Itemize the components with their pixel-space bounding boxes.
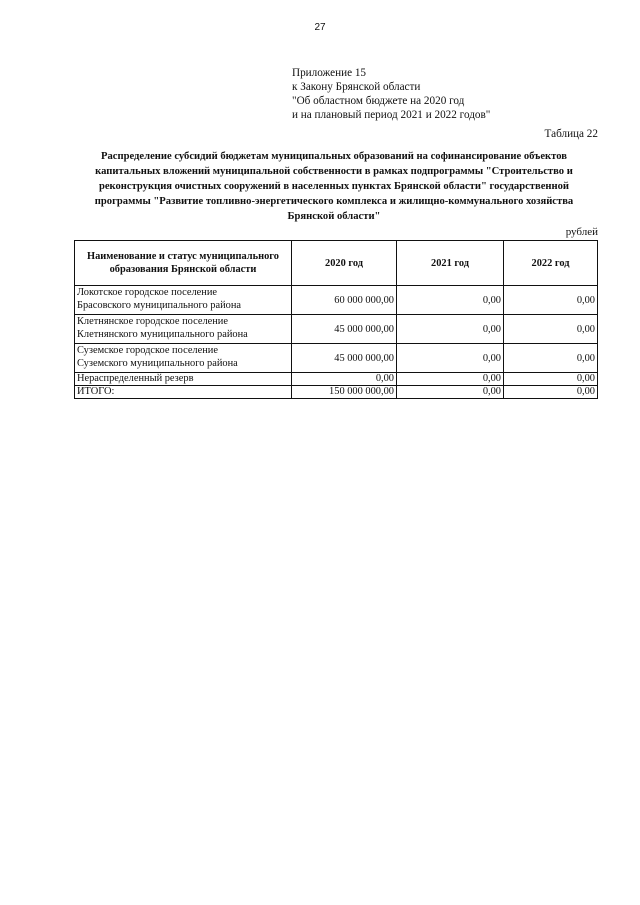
cell-2021: 0,00 xyxy=(397,344,504,373)
cell-name-line: Суземского муниципального района xyxy=(77,358,238,369)
table-header-row xyxy=(75,241,598,286)
cell-name xyxy=(75,315,292,344)
title-line: программы "Развитие топливно-энергетического комплекса и жилищно-коммунального хозяйства xyxy=(94,196,574,207)
table-number: Таблица 22 xyxy=(544,128,598,140)
subsidies-table xyxy=(74,240,598,399)
cell-2022: 0,00 xyxy=(504,315,598,344)
header-2022: 2022 год xyxy=(504,241,598,286)
header-2020: 2020 год xyxy=(292,241,397,286)
table-row xyxy=(75,286,598,315)
header-name-line: образования Брянской области xyxy=(109,264,257,275)
cell-2022: 0,00 xyxy=(504,286,598,315)
cell-2020: 150 000 000,00 xyxy=(292,386,397,399)
units-label: рублей xyxy=(565,226,598,238)
appendix-line: "Об областном бюджете на 2020 год xyxy=(292,95,465,107)
cell-2021: 0,00 xyxy=(397,373,504,386)
cell-2020: 45 000 000,00 xyxy=(292,344,397,373)
document-title xyxy=(70,149,598,224)
cell-name xyxy=(75,344,292,373)
cell-2022: 0,00 xyxy=(504,344,598,373)
cell-2021: 0,00 xyxy=(397,386,504,399)
cell-name xyxy=(75,286,292,315)
page-number: 27 xyxy=(314,22,326,33)
table-row xyxy=(75,373,598,386)
cell-2021: 0,00 xyxy=(397,286,504,315)
title-line: Распределение субсидий бюджетам муниципальных образований на софинансирование объектов xyxy=(101,151,567,162)
cell-2022: 0,00 xyxy=(504,373,598,386)
header-name xyxy=(75,241,292,286)
cell-name: ИТОГО: xyxy=(75,386,292,399)
title-line: капитальных вложений муниципальной собственности в рамках подпрограммы "Строительство и xyxy=(95,166,573,177)
total-row xyxy=(75,386,598,399)
header-name-line: Наименование и статус муниципального xyxy=(87,251,279,262)
cell-name-line: Суземское городское поселение xyxy=(77,345,218,356)
cell-2020: 45 000 000,00 xyxy=(292,315,397,344)
appendix-line: и на плановый период 2021 и 2022 годов" xyxy=(292,109,491,121)
cell-2022: 0,00 xyxy=(504,386,598,399)
cell-name-line: Брасовского муниципального района xyxy=(77,300,242,311)
appendix-reference xyxy=(292,66,490,122)
cell-2020: 0,00 xyxy=(292,373,397,386)
cell-name-line: Клетнянское городское поселение xyxy=(77,316,228,327)
appendix-line: Приложение 15 xyxy=(292,67,367,79)
header-2021: 2021 год xyxy=(397,241,504,286)
table-row xyxy=(75,315,598,344)
table-row xyxy=(75,344,598,373)
cell-name-line: Локотское городское поселение xyxy=(77,287,218,298)
title-line: Брянской области" xyxy=(287,211,381,222)
cell-2020: 60 000 000,00 xyxy=(292,286,397,315)
title-line: реконструкция очистных сооружений в населенных пунктах Брянской области" государственной xyxy=(98,181,570,192)
cell-2021: 0,00 xyxy=(397,315,504,344)
cell-name: Нераспределенный резерв xyxy=(75,373,292,386)
cell-name-line: Клетнянского муниципального района xyxy=(77,329,248,340)
appendix-line: к Закону Брянской области xyxy=(292,81,421,93)
